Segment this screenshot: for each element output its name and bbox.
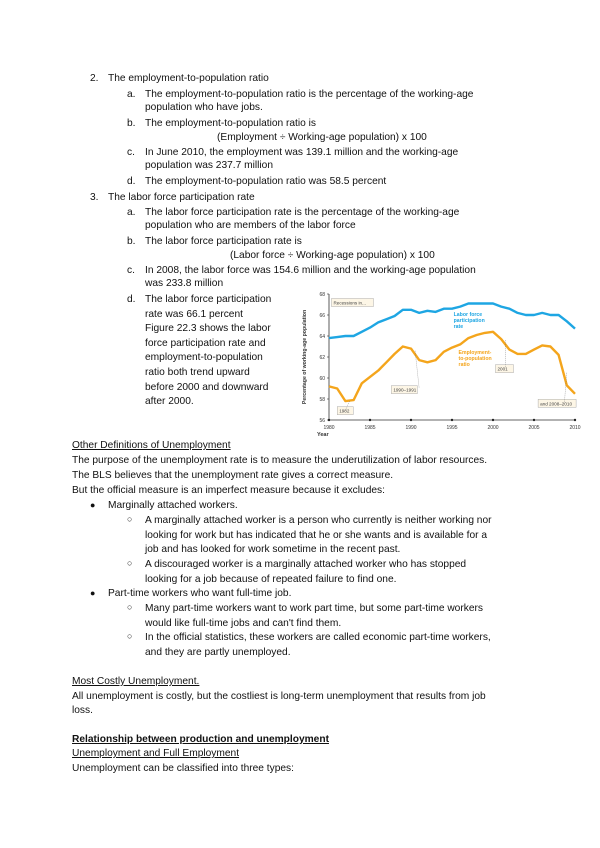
annotation-1982-label: 1982 bbox=[339, 408, 350, 414]
sub-bullet-1b-line-1: A discouraged worker is a marginally attached worker who has stopped bbox=[145, 559, 467, 570]
item-3d-line-8: after 2000. bbox=[145, 396, 194, 407]
bullet-circle-icon: ○ bbox=[127, 631, 133, 641]
x-tick-dot bbox=[492, 419, 494, 421]
sub-bullet-2b-line-1: In the official statistics, these workers are called economic part-time workers, bbox=[145, 632, 491, 643]
item-3d-marker: d. bbox=[127, 294, 136, 305]
x-tick-label: 1995 bbox=[446, 425, 458, 431]
x-tick-dot bbox=[328, 419, 330, 421]
x-tick-dot bbox=[451, 419, 453, 421]
x-tick-label: 2010 bbox=[569, 425, 581, 431]
bullet-dot-icon: ● bbox=[90, 588, 96, 598]
sub-bullet-2a-line-2: would like full-time jobs and can't find them. bbox=[145, 618, 342, 629]
item-2c-line-1: In June 2010, the employment was 139.1 million and the working-age bbox=[145, 147, 459, 158]
other-defs-p2: The BLS believes that the unemployment rate gives a correct measure. bbox=[72, 470, 394, 481]
series-label-labor-force-1: Labor force bbox=[453, 312, 483, 319]
labor-force-chart bbox=[295, 286, 585, 438]
y-tick-label: 66 bbox=[319, 313, 325, 319]
item-2-number: 2. bbox=[90, 73, 99, 84]
item-3b-line-1: The labor force participation rate is bbox=[145, 236, 302, 247]
item-3d-line-6: ratio both trend upward bbox=[145, 367, 250, 378]
item-3d-line-7: before 2000 and downward bbox=[145, 382, 269, 393]
item-3a-line-1: The labor force participation rate is the percentage of the working-age bbox=[145, 207, 460, 218]
series-label-employment-2: to-population bbox=[458, 355, 492, 362]
series-line-employment-ratio bbox=[329, 332, 575, 401]
most-costly-p1: All unemployment is costly, but the costliest is long-term unemployment that results from job bbox=[72, 691, 486, 702]
x-axis-title: Year bbox=[317, 432, 329, 438]
other-defs-p3: But the official measure is an imperfect measure because it excludes: bbox=[72, 485, 385, 496]
y-tick-label: 56 bbox=[319, 418, 325, 424]
x-tick-dot bbox=[410, 419, 412, 421]
series-label-labor-force-2: participation bbox=[453, 318, 485, 325]
item-3-number: 3. bbox=[90, 192, 99, 203]
item-3d-line-4: force participation rate and bbox=[145, 338, 266, 349]
y-tick-label: 60 bbox=[319, 376, 325, 382]
item-2b-line-1: The employment-to-population ratio is bbox=[145, 118, 317, 129]
sub-bullet-2b-line-2: and they are partly unemployed. bbox=[145, 647, 291, 658]
x-tick-label: 2000 bbox=[487, 425, 499, 431]
item-2-title: The employment-to-population ratio bbox=[108, 73, 269, 84]
item-3a-marker: a. bbox=[127, 207, 136, 218]
item-2b-marker: b. bbox=[127, 118, 136, 129]
sub-bullet-1a-line-1: A marginally attached worker is a person who currently is neither working nor bbox=[145, 515, 492, 526]
item-3-title: The labor force participation rate bbox=[108, 192, 255, 203]
bullet-circle-icon: ○ bbox=[127, 602, 133, 612]
x-tick-label: 1980 bbox=[323, 425, 335, 431]
item-2c-marker: c. bbox=[127, 147, 135, 158]
bullet-circle-icon: ○ bbox=[127, 514, 133, 524]
item-3d-line-5: employment-to-population bbox=[145, 352, 263, 363]
y-axis-title: Percentage of working-age population bbox=[302, 309, 308, 405]
y-tick-label: 68 bbox=[319, 292, 325, 298]
annotation-recessions-label: Recessions in... bbox=[333, 300, 366, 306]
x-tick-label: 2005 bbox=[528, 425, 540, 431]
series-label-employment-1: Employment- bbox=[458, 349, 492, 356]
series-line-labor-force bbox=[329, 304, 575, 339]
item-2d-marker: d. bbox=[127, 176, 136, 187]
heading-most-costly: Most Costly Unemployment. bbox=[72, 676, 200, 687]
heading-relationship: Relationship between production and unemployment bbox=[72, 734, 329, 745]
y-tick-label: 62 bbox=[319, 355, 325, 361]
y-tick-label: 64 bbox=[319, 334, 325, 340]
item-3c-line-1: In 2008, the labor force was 154.6 million and the working-age population bbox=[145, 265, 476, 276]
most-costly-p2: loss. bbox=[72, 705, 93, 716]
sub-bullet-2a-line-1: Many part-time workers want to work part time, but some part-time workers bbox=[145, 603, 483, 614]
other-defs-p1: The purpose of the unemployment rate is to measure the underutilization of labor resources. bbox=[72, 455, 488, 466]
x-tick-label: 1990 bbox=[405, 425, 417, 431]
annotation-2001-label: 2001 bbox=[497, 366, 508, 372]
sub-bullet-1b-line-2: looking for a job because of repeated failure to find one. bbox=[145, 574, 397, 585]
x-tick-dot bbox=[369, 419, 371, 421]
item-3b-marker: b. bbox=[127, 236, 136, 247]
x-tick-label: 1985 bbox=[364, 425, 376, 431]
annotation-2008-2010-label: and 2008–2010 bbox=[540, 401, 573, 407]
item-3c-marker: c. bbox=[127, 265, 135, 276]
x-tick-dot bbox=[574, 419, 576, 421]
series-label-labor-force-3: rate bbox=[453, 324, 464, 331]
sub-bullet-1a-line-3: job and has looked for work sometime in the recent past. bbox=[145, 544, 401, 555]
subheading-full-employment: Unemployment and Full Employment bbox=[72, 748, 240, 759]
item-3b-formula: (Labor force ÷ Working-age population) x 100 bbox=[230, 250, 435, 261]
item-3d-line-1: The labor force participation bbox=[145, 294, 272, 305]
series-label-employment-3: ratio bbox=[458, 361, 470, 368]
item-2d-line-1: The employment-to-population ratio was 58.5 percent bbox=[145, 176, 387, 187]
item-2b-formula: (Employment ÷ Working-age population) x 100 bbox=[217, 132, 427, 143]
bullet-circle-icon: ○ bbox=[127, 558, 133, 568]
x-tick-dot bbox=[533, 419, 535, 421]
chart-series bbox=[329, 304, 575, 402]
sub-bullet-1a-line-2: looking for work but has indicated that he or she wants and is available for a bbox=[145, 530, 488, 541]
item-3d-line-2: rate was 66.1 percent bbox=[145, 309, 243, 320]
item-2a-marker: a. bbox=[127, 89, 136, 100]
item-2a-line-2: population who have jobs. bbox=[145, 102, 263, 113]
bullet-marginally-attached: Marginally attached workers. bbox=[108, 500, 238, 511]
relationship-p1: Unemployment can be classified into three types: bbox=[72, 763, 294, 774]
heading-other-definitions: Other Definitions of Unemployment bbox=[72, 440, 231, 451]
item-2a-line-1: The employment-to-population ratio is the percentage of the working-age bbox=[145, 89, 474, 100]
y-tick-label: 58 bbox=[319, 397, 325, 403]
item-3a-line-2: population who are members of the labor force bbox=[145, 220, 356, 231]
bullet-part-time: Part-time workers who want full-time job. bbox=[108, 588, 292, 599]
item-2c-line-2: population was 237.7 million bbox=[145, 160, 273, 171]
annotation-1990-1991-label: 1990–1991 bbox=[393, 387, 417, 393]
item-3d-line-3: Figure 22.3 shows the labor bbox=[145, 323, 271, 334]
bullet-dot-icon: ● bbox=[90, 500, 96, 510]
item-3c-line-2: was 233.8 million bbox=[145, 278, 224, 289]
